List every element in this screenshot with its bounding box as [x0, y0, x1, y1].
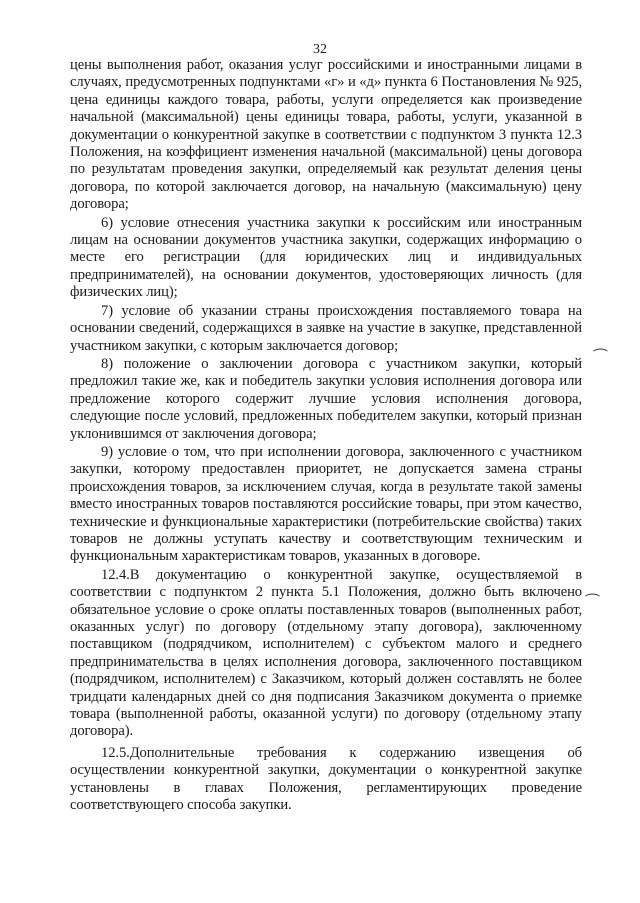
margin-check-mark: ⁔	[586, 579, 599, 596]
margin-check-mark: ⁔	[594, 334, 607, 351]
paragraph-continuation: цены выполнения работ, оказания услуг российскими и иностранными лицами в случаях, предусмотренных подпунктами «г» и «д» пункта 6 Постановления № 925, цена единицы каждого товара, работы, услуги определяется как произведение начальной (максимальной) цены единицы товара, работы, услуги, указанной в документации о конкурентной закупке в соответствии с подпунктом 3 пункта 12.3 Положения, на коэффициент изменения начальной (максимальной) цены договора по результатам проведения закупки, определяемый как результат деления цены договора, по которой заключается договор, на начальную (максимальную) цену договора;	[70, 57, 582, 213]
paragraph-item-6: 6) условие отнесения участника закупки к российским или иностранным лицам на основании документов участника закупки, содержащих информацию о месте его регистрации (для юридических лиц и индивидуальных предпринимателей), на основании документов, удостоверяющих личность (для физических лиц);	[70, 214, 582, 301]
paragraph-item-9: 9) условие о том, что при исполнении договора, заключенного с участником закупки, которому предоставлен приоритет, не допускается замена страны происхождения товаров, за исключением случая, когда в результате такой замены вместо иностранных товаров поставляются российские товары, при этом качество, технические и функциональные характеристики (потребительские свойства) таких товаров не должны уступать качеству и соответствующим техническим и функциональным характеристикам товаров, указанных в договоре.	[70, 443, 582, 565]
page-number: 32	[313, 42, 327, 57]
paragraph-12-4: 12.4.В документацию о конкурентной закупке, осуществляемой в соответствии с подпунктом 2 пункта 5.1 Положения, должно быть включено обязательное условие о сроке оплаты поставленных товаров (выполненных работ, оказанных услуг) по договору (отдельному этапу договора), заключенному поставщиком (подрядчиком, исполнителем) с субъектом малого и среднего предпринимательства в целях исполнения договора, заключенного поставщиком (подрядчиком, исполнителем) с Заказчиком, который должен составлять не более тридцати календарных дней со дня подписания Заказчиком документа о приемке товара (выполненной работы, оказанной услуги) по договору (отдельному этапу договора).	[70, 566, 582, 740]
paragraph-item-8: 8) положение о заключении договора с участником закупки, который предложил такие же, как и победитель закупки условия исполнения договора или предложение которого содержит лучшие условия исполнения договора, следующие после условий, предложенных победителем закупки, который признан уклонившимся от заключения договора;	[70, 355, 582, 442]
paragraph-12-5: 12.5.Дополнительные требования к содержанию извещения об осуществлении конкурентной закупки, документации о конкурентной закупке установлены в главах Положения, регламентирующих проведение соответствующего способа закупки.	[70, 744, 582, 814]
document-body	[70, 57, 582, 815]
paragraph-item-7: 7) условие об указании страны происхождения поставляемого товара на основании сведений, содержащихся в заявке на участие в закупке, представленной участником закупки, с которым заключается договор;	[70, 302, 582, 354]
